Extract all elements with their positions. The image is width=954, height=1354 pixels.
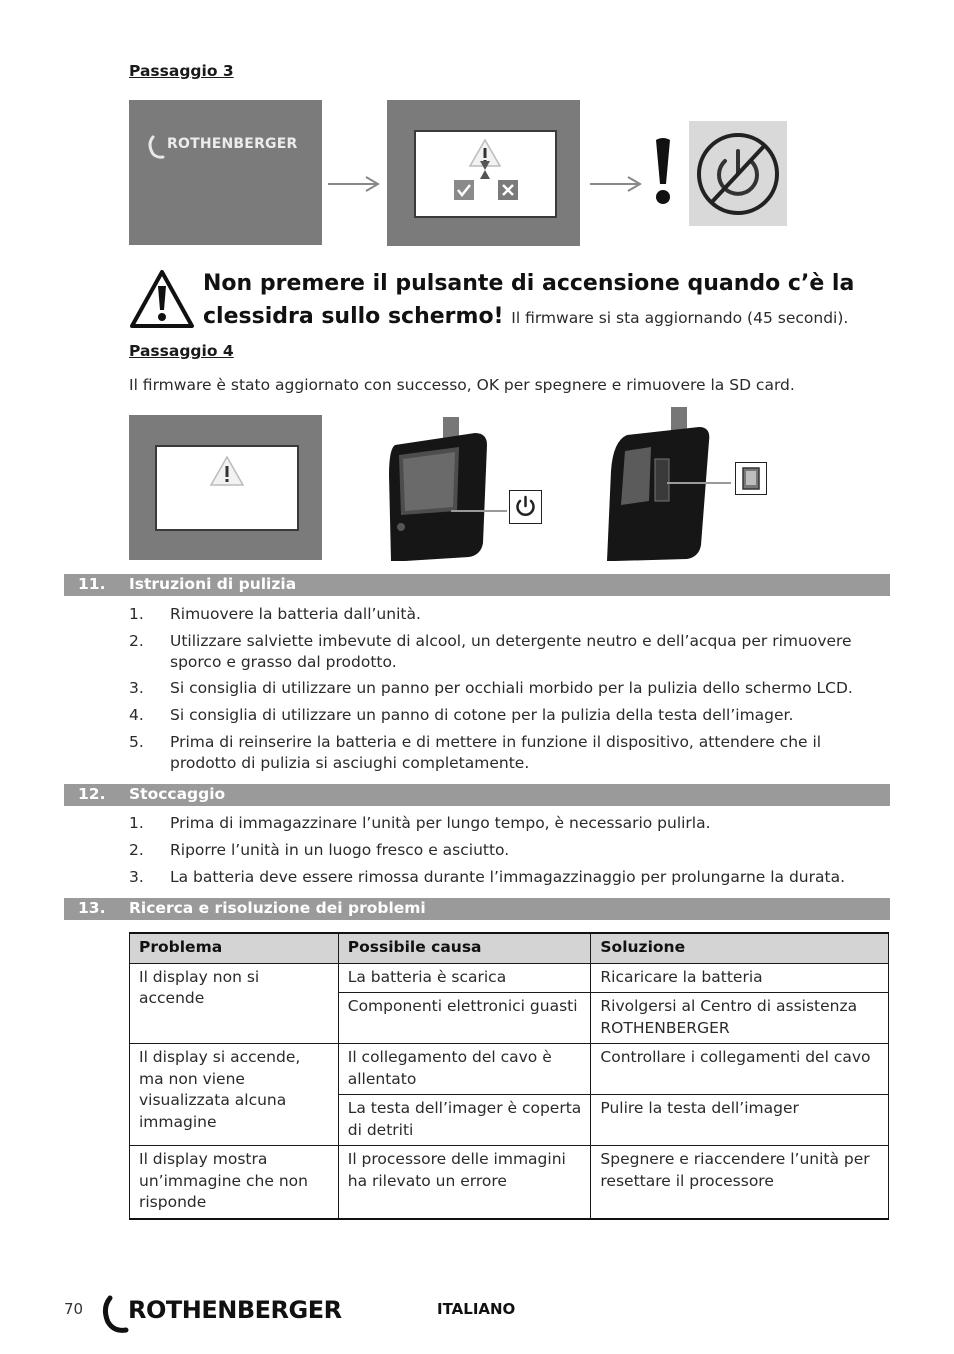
section-12-header: [64, 784, 890, 806]
list-item: 1. Prima di immagazzinare l’unità per lungo tempo, è necessario pulirla.: [129, 814, 711, 832]
solution-cell: Spegnere e riaccendere l’unità per resettare il processore: [591, 1146, 889, 1219]
footer-language: ITALIANO: [437, 1300, 516, 1318]
brand-hook-icon: [100, 1294, 130, 1334]
warning-triangle-icon: [128, 268, 196, 330]
cause-cell: Il collegamento del cavo è allentato: [338, 1044, 591, 1095]
section-13-header: [64, 898, 890, 920]
table-row: [130, 963, 889, 993]
cross-icon: [498, 180, 518, 200]
problem-cell: Il display mostra un’immagine che non risponde: [130, 1146, 339, 1219]
list-item: 3. Si consiglia di utilizzare un panno per occhiali morbido per la pulizia dello schermo LCD.: [129, 679, 853, 697]
table-row: [130, 1146, 889, 1219]
brand-hook-icon: [147, 134, 167, 160]
step-4-text: Il firmware è stato aggiornato con successo, OK per spegnere e rimuovere la SD card.: [129, 376, 795, 394]
update-dialog: [414, 130, 557, 218]
boot-logo-text: ROTHENBERGER: [167, 136, 298, 152]
page-number: 70: [64, 1300, 84, 1318]
solution-cell: Controllare i collegamenti del cavo: [591, 1044, 889, 1095]
exclamation-icon: [648, 136, 678, 208]
section-number: 13.: [78, 899, 106, 917]
column-header-solution: Soluzione: [591, 933, 889, 963]
solution-cell: Ricaricare la batteria: [591, 963, 889, 993]
list-item: 2. Utilizzare salviette imbevute di alcool, un detergente neutro e dell’acqua per rimuovere sporco e grasso dal prodotto.: [129, 632, 852, 671]
list-item: 5. Prima di reinserire la batteria e di mettere in funzione il dispositivo, attendere che il prodotto di pulizia si asciughi completamente.: [129, 733, 822, 772]
footer-brand-logo: ROTHENBERGER: [128, 1296, 342, 1324]
update-done-screen-image: [129, 415, 322, 560]
problem-cell: Il display non si accende: [130, 963, 339, 1044]
list-item: 3. La batteria deve essere rimossa durante l’immagazzinaggio per prolungarne la durata.: [129, 868, 845, 886]
section-number: 11.: [78, 575, 106, 593]
warning-title: Non premere il pulsante di accensione quando c’è la clessidra sullo schermo!: [203, 271, 855, 329]
table-row: [130, 1044, 889, 1095]
section-number: 12.: [78, 785, 106, 803]
list-item: 2. Riporre l’unità in un luogo fresco e asciutto.: [129, 841, 510, 859]
boot-screen-image: [129, 100, 322, 245]
done-dialog: [155, 445, 299, 531]
device-power-button-image: [385, 415, 545, 561]
sd-card-box: [735, 462, 767, 495]
no-power-image: [689, 121, 787, 226]
hourglass-icon: [479, 160, 491, 180]
sd-card-icon: [740, 466, 762, 491]
arrow-right-icon: [588, 174, 644, 194]
column-header-problem: Problema: [130, 933, 339, 963]
warning-note: Il firmware si sta aggiornando (45 secondi).: [511, 309, 849, 327]
power-button-box: [509, 490, 542, 524]
step-4-label: Passaggio 4: [129, 342, 234, 360]
step-3-label: Passaggio 3: [129, 62, 234, 80]
section-title: Istruzioni di pulizia: [129, 575, 297, 593]
checkmark-icon: [454, 180, 474, 200]
solution-cell: Pulire la testa dell’imager: [591, 1095, 889, 1146]
cause-cell: La batteria è scarica: [338, 963, 591, 993]
list-item: 1. Rimuovere la batteria dall’unità.: [129, 605, 421, 623]
section-title: Ricerca e risoluzione dei problemi: [129, 899, 426, 917]
no-power-button-icon: [695, 131, 781, 217]
device-sd-slot-image: [605, 405, 735, 561]
column-header-cause: Possibile causa: [338, 933, 591, 963]
warning-message: [203, 267, 863, 335]
updating-screen-image: [387, 100, 580, 246]
warning-icon: [209, 455, 245, 487]
list-item: 4. Si consiglia di utilizzare un panno di cotone per la pulizia della testa dell’imager.: [129, 706, 794, 724]
table-header-row: [130, 933, 889, 963]
cause-cell: Il processore delle immagini ha rilevato un errore: [338, 1146, 591, 1219]
section-11-header: [64, 574, 890, 596]
problem-cell: Il display si accende, ma non viene visualizzata alcuna immagine: [130, 1044, 339, 1146]
solution-cell: Rivolgersi al Centro di assistenza ROTHENBERGER: [591, 993, 889, 1044]
arrow-right-icon: [326, 174, 382, 194]
cause-cell: Componenti elettronici guasti: [338, 993, 591, 1044]
cause-cell: La testa dell’imager è coperta di detriti: [338, 1095, 591, 1146]
section-title: Stoccaggio: [129, 785, 226, 803]
power-icon: [513, 494, 538, 519]
troubleshooting-table: [129, 932, 889, 1220]
